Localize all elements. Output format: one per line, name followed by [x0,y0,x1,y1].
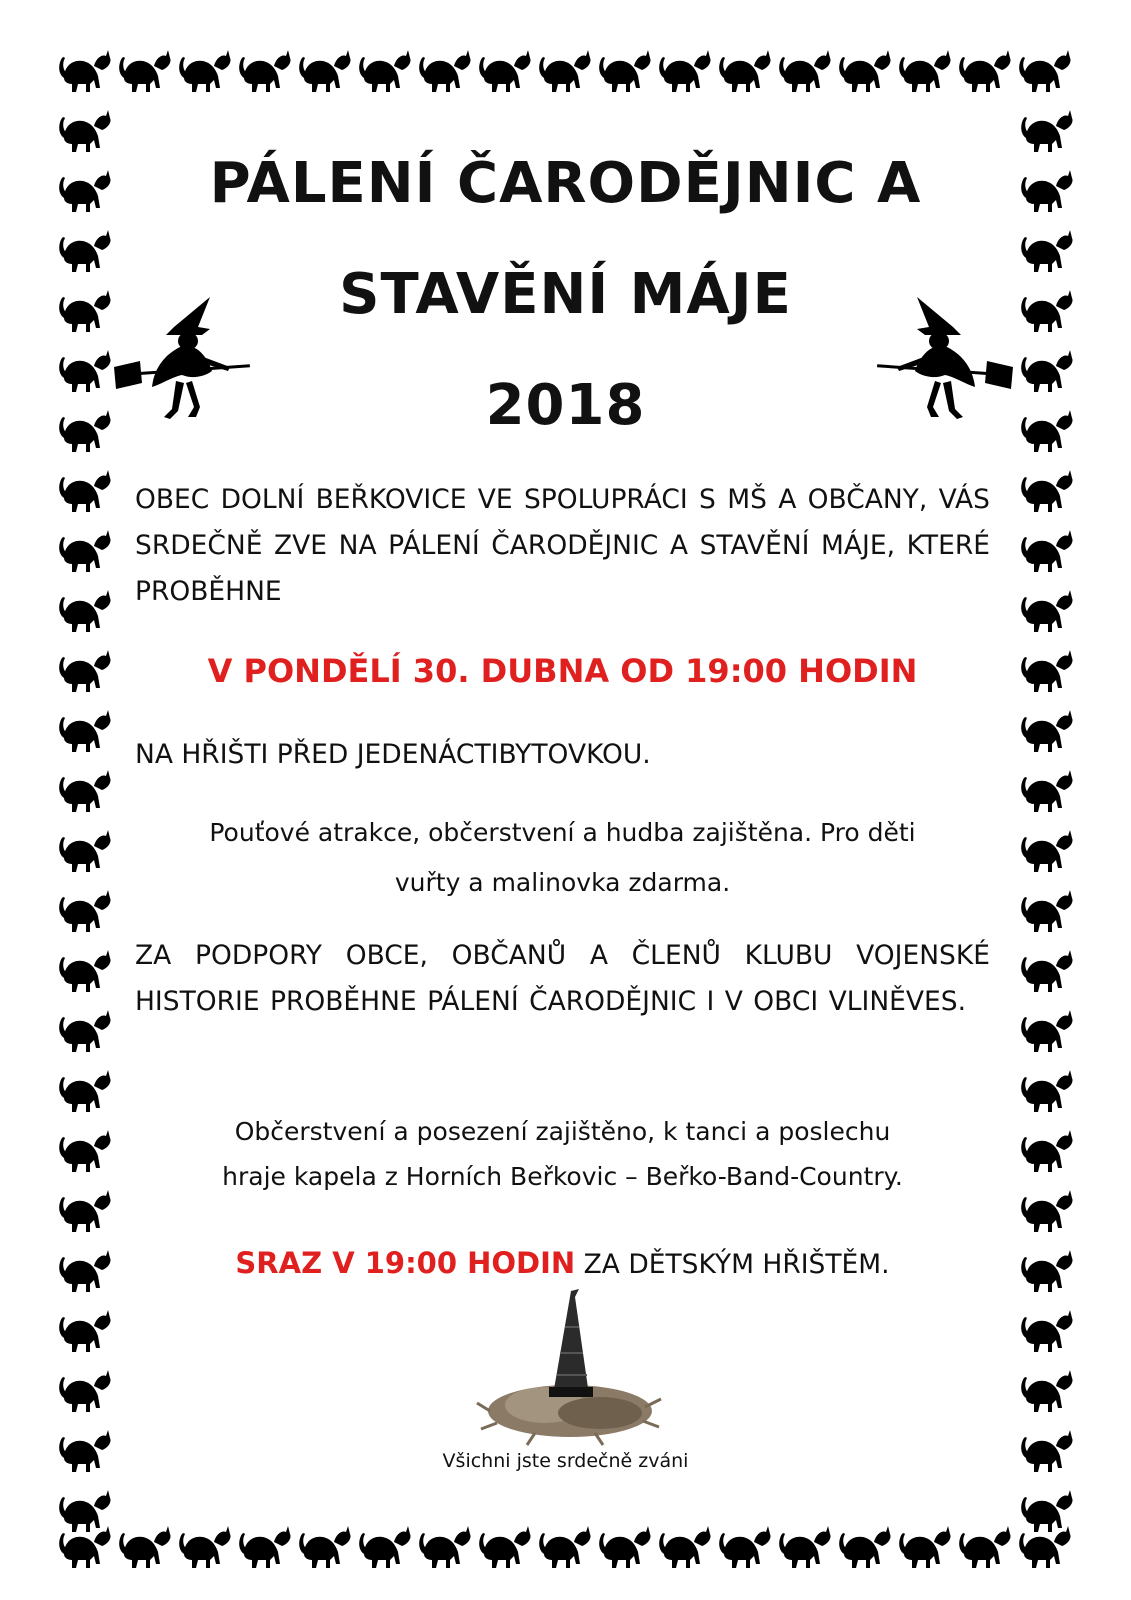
black-cat-icon [56,404,112,460]
black-cat-icon [776,44,832,100]
black-cat-icon [476,1520,532,1576]
witch-hat-icon [475,1283,665,1448]
black-cat-icon [1018,764,1074,820]
black-cat-icon [416,1520,472,1576]
black-cat-icon [956,44,1012,100]
black-cat-icon [596,44,652,100]
black-cat-icon [536,1520,592,1576]
black-cat-icon [1018,164,1074,220]
black-cat-icon [1016,44,1072,100]
black-cat-icon [56,644,112,700]
black-cat-icon [716,1520,772,1576]
black-cat-icon [56,1064,112,1120]
black-cat-icon [56,944,112,1000]
black-cat-icon [56,44,112,100]
black-cat-icon [1018,1364,1074,1420]
black-cat-icon [56,884,112,940]
refreshments-line-1: Občerstvení a posezení zajištěno, k tanci a poslechu [234,1117,891,1146]
meeting-text [135,1240,990,1288]
black-cat-icon [56,1304,112,1360]
black-cat-icon [1018,884,1074,940]
black-cat-icon [1018,1244,1074,1300]
title-line-1: PÁLENÍ ČARODĚJNIC A [209,151,922,216]
refreshments-line-2: hraje kapela z Horních Beřkovic – Beřko-Band-Country. [222,1162,903,1191]
black-cat-icon [236,44,292,100]
black-cat-icon [56,1004,112,1060]
event-location: NA HŘIŠTI PŘED JEDENÁCTIBYTOVKOU. [135,739,651,770]
black-cat-icon [836,44,892,100]
title-year: 2018 [485,373,646,438]
black-cat-icon [1018,284,1074,340]
footer-text: Všichni jste srdečně zváni [442,1450,689,1472]
black-cat-icon [1018,644,1074,700]
black-cat-icon [896,44,952,100]
black-cat-icon [596,1520,652,1576]
black-cat-icon [56,524,112,580]
black-cat-icon [1018,1004,1074,1060]
black-cat-icon [896,1520,952,1576]
black-cat-icon [56,164,112,220]
black-cat-icon [56,464,112,520]
black-cat-icon [356,1520,412,1576]
black-cat-icon [1016,1520,1072,1576]
black-cat-icon [1018,1484,1074,1540]
black-cat-icon [1018,344,1074,400]
black-cat-icon [56,1484,112,1540]
black-cat-icon [536,44,592,100]
page-title [140,128,991,461]
black-cat-icon [836,1520,892,1576]
black-cat-icon [56,1424,112,1480]
vlineves-text: ZA PODPORY OBCE, OBČANŮ A ČLENŮ KLUBU VOJENSKÉ HISTORIE PROBĚHNE PÁLENÍ ČARODĚJNIC I V OBCI VLINĚVES. [135,940,990,1017]
black-cat-icon [656,44,712,100]
black-cat-icon [56,344,112,400]
black-cat-icon [296,44,352,100]
black-cat-icon [1018,584,1074,640]
black-cat-icon [1018,1304,1074,1360]
black-cat-icon [1018,224,1074,280]
meeting-rest: ZA DĚTSKÝM HŘIŠTĚM. [575,1249,890,1280]
black-cat-icon [56,1184,112,1240]
black-cat-icon [56,284,112,340]
black-cat-icon [476,44,532,100]
black-cat-icon [56,704,112,760]
black-cat-icon [1018,704,1074,760]
black-cat-icon [1018,1064,1074,1120]
intro-text: OBEC DOLNÍ BEŘKOVICE VE SPOLUPRÁCI S MŠ A OBČANY, VÁS SRDEČNĚ ZVE NA PÁLENÍ ČARODĚJNIC A STAVĚNÍ MÁJE, KTERÉ PROBĚHNE [135,484,990,607]
black-cat-icon [116,1520,172,1576]
black-cat-icon [1018,1184,1074,1240]
black-cat-icon [56,1364,112,1420]
black-cat-icon [296,1520,352,1576]
meeting-highlight: SRAZ V 19:00 HODIN [235,1246,576,1280]
black-cat-icon [56,1124,112,1180]
black-cat-icon [56,1520,112,1576]
black-cat-icon [176,1520,232,1576]
black-cat-icon [236,1520,292,1576]
black-cat-icon [1018,824,1074,880]
black-cat-icon [416,44,472,100]
attractions-line-2: vuřty a malinovka zdarma. [394,868,731,897]
black-cat-icon [716,44,772,100]
black-cat-icon [116,44,172,100]
black-cat-icon [656,1520,712,1576]
black-cat-icon [1018,1124,1074,1180]
black-cat-icon [56,584,112,640]
black-cat-icon [1018,404,1074,460]
black-cat-icon [956,1520,1012,1576]
black-cat-icon [56,764,112,820]
black-cat-icon [776,1520,832,1576]
black-cat-icon [1018,1424,1074,1480]
black-cat-icon [356,44,412,100]
refreshments-text [135,1109,990,1199]
title-line-2: STAVĚNÍ MÁJE [339,262,792,327]
black-cat-icon [1018,464,1074,520]
black-cat-icon [1018,944,1074,1000]
event-date-time: V PONDĚLÍ 30. DUBNA OD 19:00 HODIN [207,652,918,690]
black-cat-icon [56,104,112,160]
black-cat-icon [1018,104,1074,160]
black-cat-icon [56,224,112,280]
black-cat-icon [176,44,232,100]
black-cat-icon [56,824,112,880]
attractions-text [135,808,990,908]
black-cat-icon [1018,524,1074,580]
black-cat-icon [56,1244,112,1300]
attractions-line-1: Pouťové atrakce, občerstvení a hudba zajištěna. Pro děti [209,818,916,847]
